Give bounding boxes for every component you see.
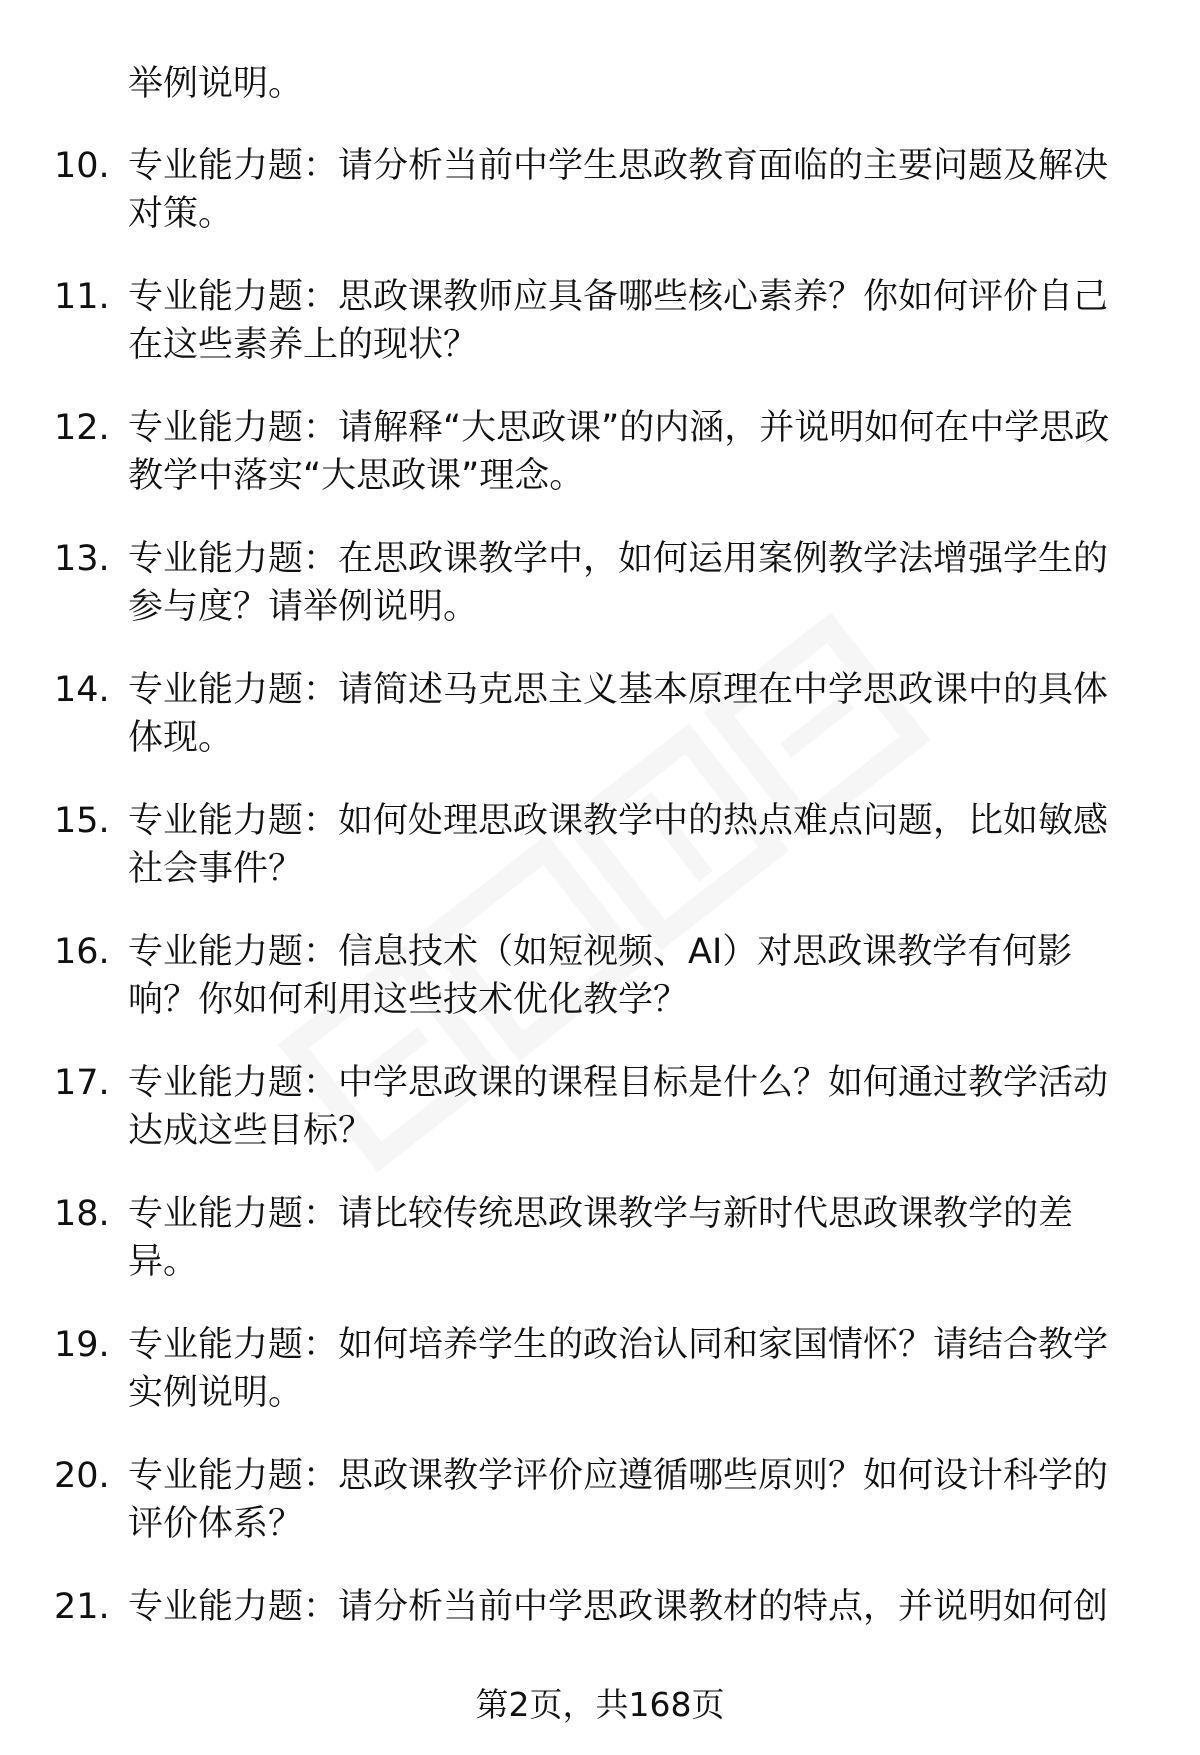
question-text: 专业能力题：请比较传统思政课教学与新时代思政课教学的差异。 [128, 1194, 1074, 1282]
question-number: 11. [54, 277, 110, 317]
question-item [0, 142, 1200, 273]
question-number: 17. [54, 1063, 110, 1103]
question-number: 10. [54, 146, 110, 186]
question-item [0, 1190, 1200, 1321]
question-text: 专业能力题：思政课教师应具备哪些核心素养？你如何评价自己在这些素养上的现状？ [128, 277, 1109, 365]
question-number: 14. [54, 670, 110, 710]
question-text: 专业能力题：如何处理思政课教学中的热点难点问题，比如敏感社会事件？ [128, 801, 1109, 889]
question-text: 专业能力题：在思政课教学中，如何运用案例教学法增强学生的参与度？请举例说明。 [128, 539, 1109, 627]
question-text: 专业能力题：中学思政课的课程目标是什么？如何通过教学活动达成这些目标？ [128, 1063, 1109, 1151]
question-number: 13. [54, 539, 110, 579]
question-item [0, 404, 1200, 535]
question-number: 16. [54, 932, 110, 972]
question-item [0, 273, 1200, 404]
question-item [0, 797, 1200, 928]
question-text: 专业能力题：请分析当前中学思政课教材的特点，并说明如何创 [128, 1587, 1109, 1627]
question-list [0, 142, 1200, 1714]
question-item [0, 1452, 1200, 1583]
question-item [0, 928, 1200, 1059]
question-text: 专业能力题：请简述马克思主义基本原理在中学思政课中的具体体现。 [128, 670, 1109, 758]
question-number: 21. [54, 1587, 110, 1627]
question-item [0, 1059, 1200, 1190]
page-footer: 第2页，共168页 [475, 1685, 725, 1724]
question-text: 专业能力题：信息技术（如短视频、AI）对思政课教学有何影响？你如何利用这些技术优化教学？ [128, 932, 1073, 1020]
question-item [0, 535, 1200, 666]
question-item [0, 666, 1200, 797]
question-number: 12. [54, 408, 110, 448]
question-text: 专业能力题：思政课教学评价应遵循哪些原则？如何设计科学的评价体系？ [128, 1456, 1109, 1544]
question-text: 专业能力题：请分析当前中学生思政教育面临的主要问题及解决对策。 [128, 146, 1109, 234]
question-text: 专业能力题：如何培养学生的政治认同和家国情怀？请结合教学实例说明。 [128, 1325, 1109, 1413]
question-item [0, 1321, 1200, 1452]
question-number: 20. [54, 1456, 110, 1496]
continuation-text: 举例说明。 [128, 64, 304, 104]
question-text: 专业能力题：请解释“大思政课”的内涵，并说明如何在中学思政教学中落实“大思政课”理念。 [128, 408, 1110, 496]
question-number: 15. [54, 801, 110, 841]
question-number: 19. [54, 1325, 110, 1365]
question-number: 18. [54, 1194, 110, 1234]
